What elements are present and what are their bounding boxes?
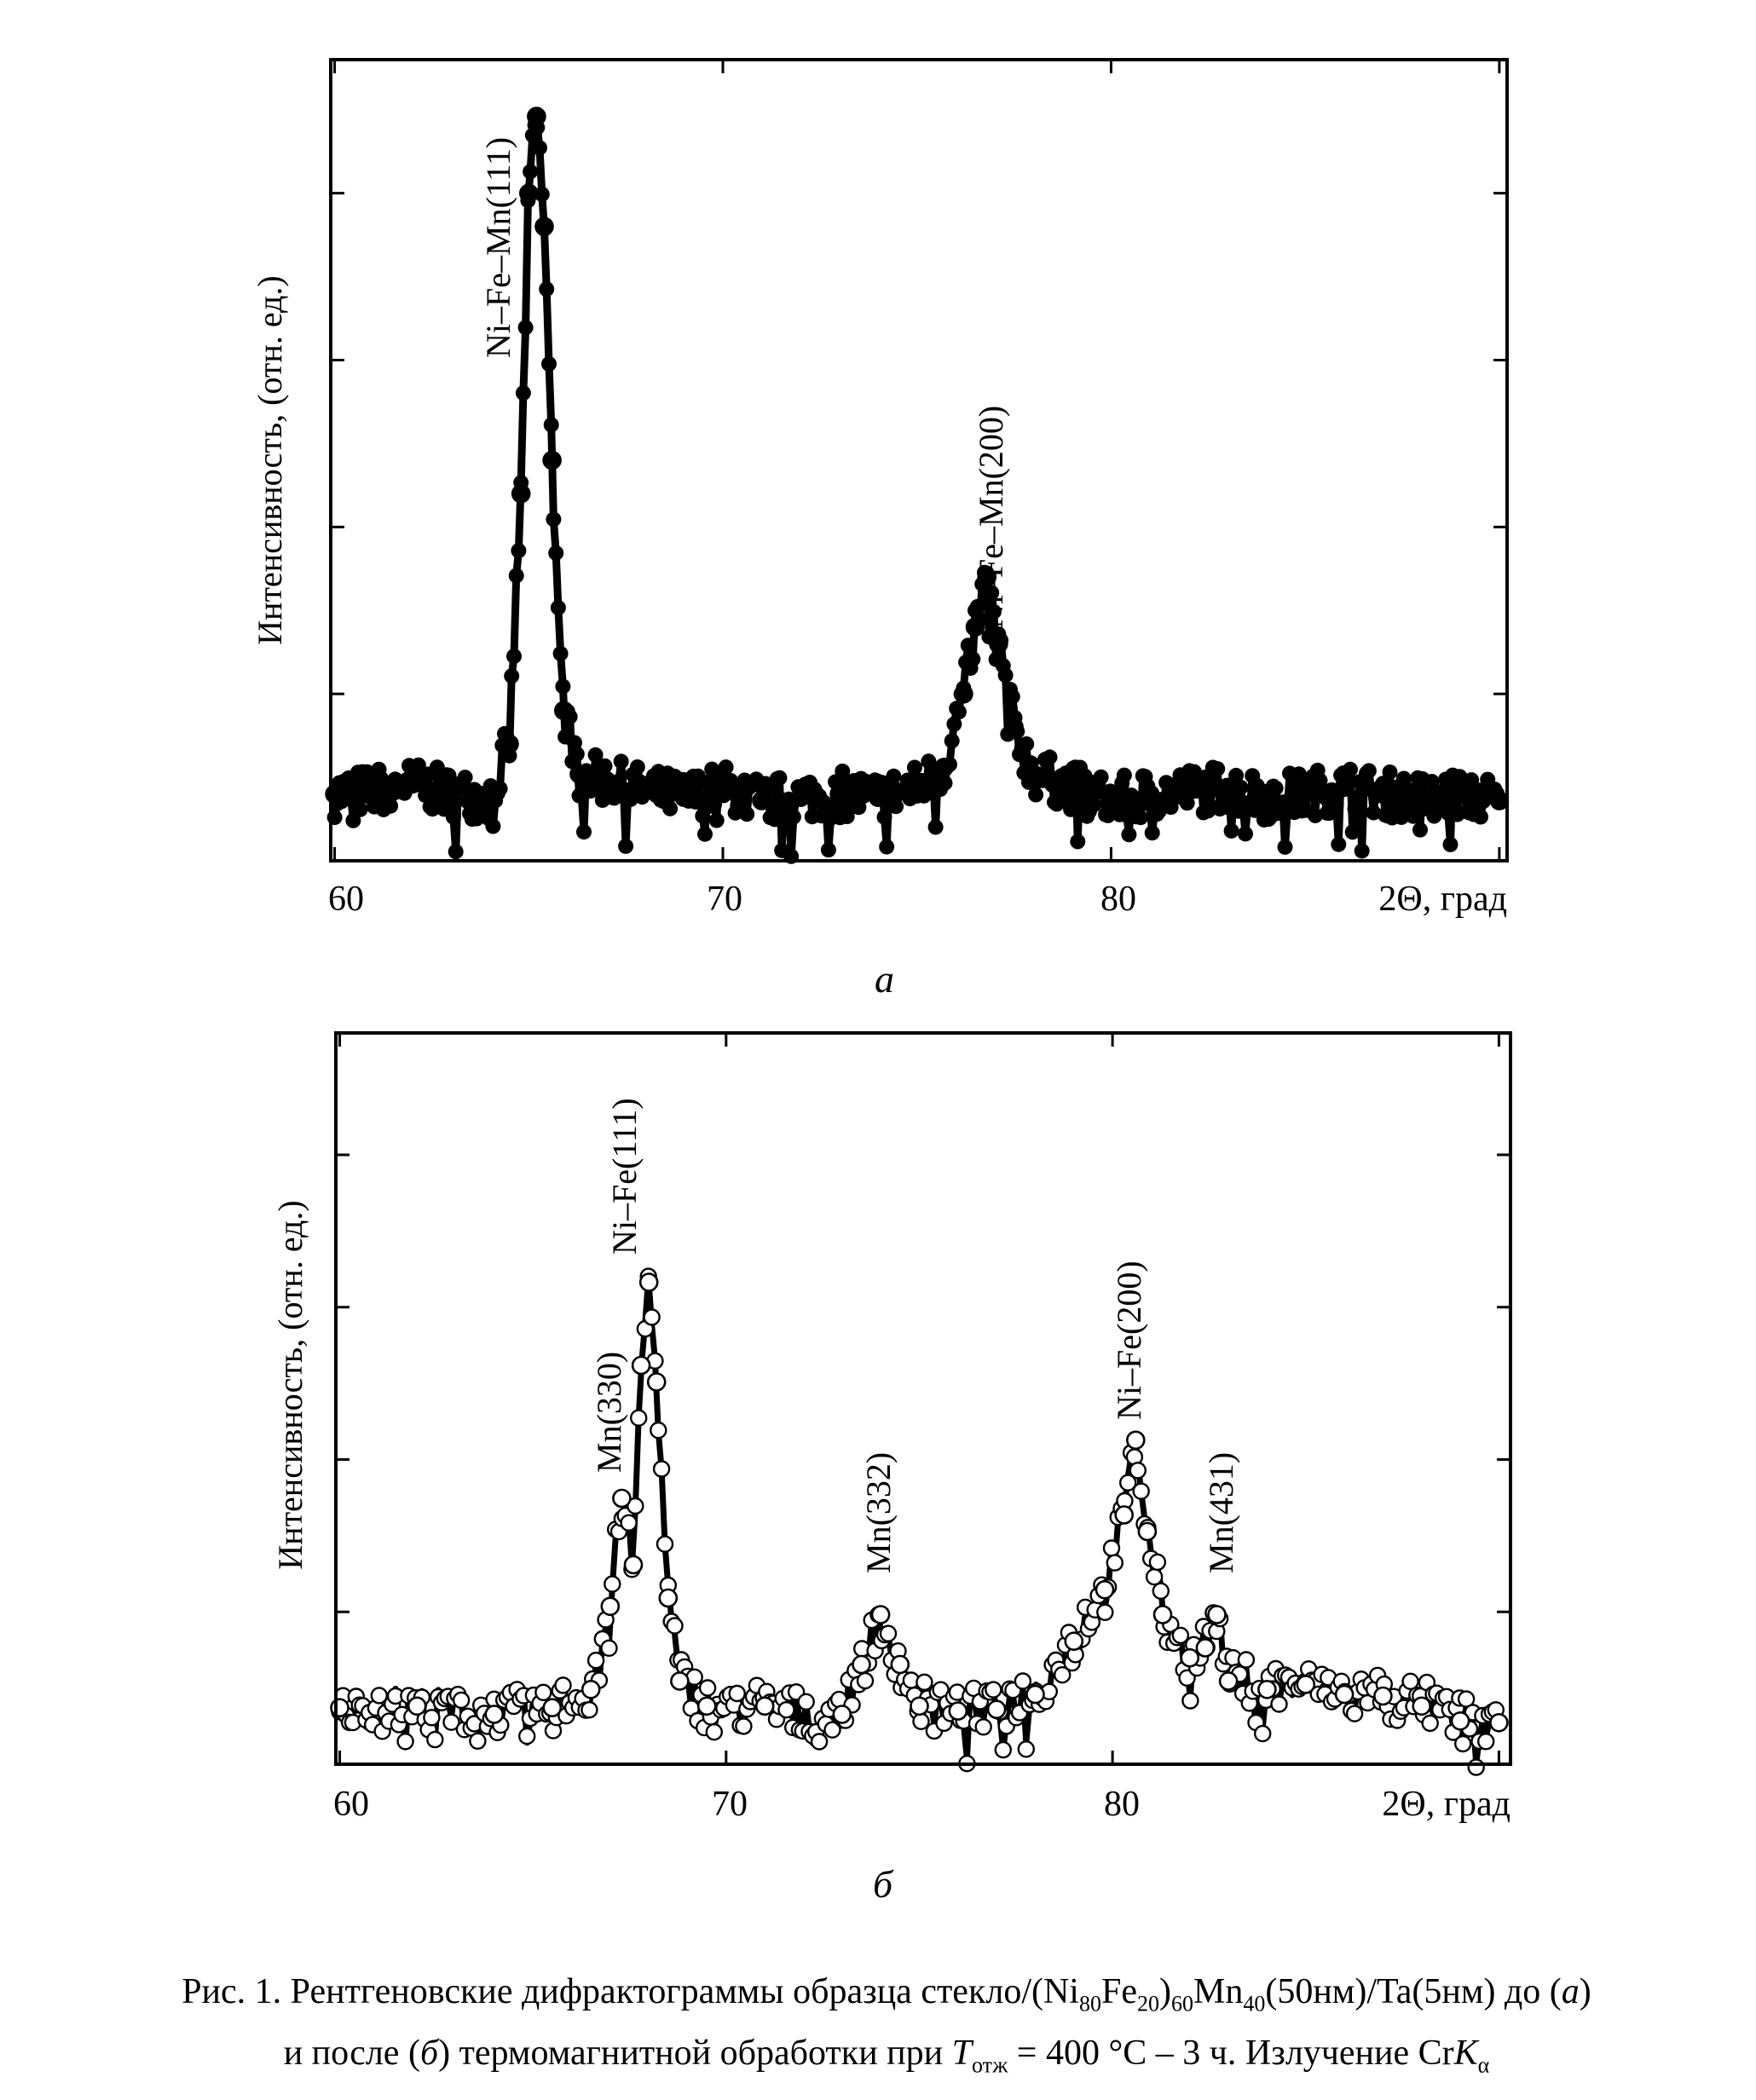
data-point <box>1347 1706 1362 1722</box>
data-point <box>1331 837 1346 852</box>
data-point-key <box>598 772 615 789</box>
data-point <box>1147 1569 1162 1584</box>
data-point <box>518 320 534 335</box>
data-point <box>1345 824 1360 839</box>
data-point <box>1086 797 1101 812</box>
data-point <box>858 1673 873 1688</box>
data-point-key <box>501 736 518 753</box>
data-point-key <box>571 765 588 782</box>
data-point <box>736 1718 751 1734</box>
data-point-key <box>1452 1712 1469 1729</box>
data-point <box>509 568 524 583</box>
data-point <box>1117 768 1132 783</box>
chart-a-xtick-70: 70 <box>707 880 742 919</box>
data-point <box>581 1702 597 1717</box>
data-point <box>453 1693 469 1708</box>
data-point-key <box>1452 786 1469 803</box>
data-point <box>1107 1555 1123 1571</box>
chart-a <box>0 0 1756 980</box>
data-point-key <box>756 1698 773 1715</box>
data-point <box>553 646 569 661</box>
data-point-key <box>676 789 693 806</box>
data-point <box>667 1618 683 1634</box>
data-point <box>1412 822 1428 838</box>
data-point-key <box>1258 1681 1275 1698</box>
data-point <box>519 1728 534 1744</box>
data-point <box>812 1734 827 1750</box>
data-point-key <box>1297 1676 1314 1693</box>
data-point-key <box>633 1357 650 1374</box>
data-point <box>539 281 554 297</box>
data-point <box>427 1732 442 1747</box>
chart-a-annotation-ni-fe-mn-111: Ni–Fe–Mn(111) <box>479 136 517 358</box>
data-point <box>1070 834 1085 849</box>
data-point <box>700 1681 715 1696</box>
data-point <box>1469 1760 1484 1775</box>
data-point-key <box>625 1556 642 1573</box>
data-point-key <box>936 759 953 776</box>
data-point <box>631 1411 646 1426</box>
chart-a-annotation-ni-fe-mn-200: Ni–Fe–Mn(200) <box>972 405 1010 629</box>
data-point-key <box>950 1703 967 1720</box>
data-point <box>1343 762 1358 777</box>
data-point-key <box>365 782 382 799</box>
data-point-key <box>1181 782 1198 799</box>
data-point <box>976 1719 991 1734</box>
data-point-key <box>1336 1686 1353 1703</box>
data-point <box>697 827 713 842</box>
data-point <box>630 759 645 775</box>
data-point-key <box>512 485 529 502</box>
data-point <box>985 1682 1001 1698</box>
chart-b-xtick-70: 70 <box>712 1785 748 1824</box>
chart-b-sublabel: б <box>873 1862 893 1906</box>
data-point <box>886 769 901 784</box>
chart-b-frame <box>336 1033 1511 1764</box>
chart-b-tick-marks <box>336 1033 1511 1764</box>
data-point-key <box>1220 1673 1237 1690</box>
data-point <box>618 839 633 854</box>
data-point-key <box>853 1656 870 1673</box>
data-point <box>1097 1605 1112 1620</box>
chart-b-x-unit-label: 2Θ, град <box>1382 1785 1511 1824</box>
chart-a-x-unit-label: 2Θ, град <box>1378 880 1507 919</box>
data-point-key <box>831 786 848 803</box>
data-point <box>1423 1716 1438 1731</box>
data-point <box>546 511 561 527</box>
data-point-key <box>990 635 1007 652</box>
data-point <box>614 753 629 769</box>
data-point-key <box>555 702 572 719</box>
data-point-key <box>640 1274 657 1291</box>
data-point <box>1455 1736 1470 1751</box>
data-point-key <box>1258 789 1275 806</box>
data-point-key <box>1025 765 1042 782</box>
data-point-key <box>1181 1649 1199 1666</box>
data-point <box>446 810 461 825</box>
figure-caption <box>51 1967 1722 2091</box>
data-point <box>1473 810 1488 825</box>
chart-b-annotation-mn-332: Mn(332) <box>859 1451 898 1573</box>
data-point-key <box>1066 1633 1083 1650</box>
data-point <box>709 813 725 828</box>
chart-a-xtick-60: 60 <box>328 880 364 919</box>
data-point <box>1133 810 1148 825</box>
caption-line-1: Рис. 1. Рентгеновские дифрактограммы образца стекло/$(Ni_{80}Fe_{20})_{60}Mn_{40}(50нм)/Ta(5нм)$ до (а) <box>182 1972 1591 2016</box>
data-point <box>1134 1484 1149 1499</box>
data-point-key <box>909 779 926 796</box>
data-point <box>914 1714 929 1729</box>
data-point-key <box>834 1706 851 1723</box>
data-point-key <box>1027 1686 1044 1703</box>
data-point <box>588 1653 604 1668</box>
data-point-key <box>1491 793 1508 810</box>
data-point <box>1153 1584 1169 1599</box>
data-point-key <box>1127 1432 1144 1449</box>
data-point-key <box>1209 1607 1226 1624</box>
data-point-key <box>326 786 344 803</box>
data-point <box>821 842 836 857</box>
data-point-key <box>1139 1523 1156 1540</box>
data-point-key <box>602 1598 619 1615</box>
data-point-key <box>536 218 553 235</box>
data-point <box>548 545 563 561</box>
data-point <box>1104 1541 1119 1556</box>
data-point <box>569 747 585 762</box>
chart-a-sublabel: а <box>875 957 894 1001</box>
data-point <box>541 356 557 372</box>
data-point-key <box>648 1374 665 1391</box>
data-point-key <box>404 776 421 793</box>
data-point <box>786 810 801 825</box>
data-point <box>424 1710 439 1725</box>
data-point <box>604 1577 620 1592</box>
data-point <box>1015 1674 1031 1689</box>
data-point-key <box>1374 786 1391 803</box>
data-point <box>961 638 976 653</box>
data-point-key <box>582 1681 599 1698</box>
chart-b-annotation-mn-330: Mn(330) <box>590 1351 628 1473</box>
data-point-key <box>892 1656 909 1673</box>
data-point <box>504 668 519 684</box>
data-point <box>996 1742 1011 1757</box>
data-point <box>523 164 538 179</box>
data-point <box>1121 827 1136 842</box>
data-point-key <box>1413 1698 1430 1715</box>
data-point <box>555 678 570 694</box>
data-point <box>1383 764 1398 780</box>
data-point <box>448 844 464 859</box>
chart-b-ylabel: Интенсивность, (отн. ед.) <box>271 1200 309 1570</box>
data-point-key <box>486 1706 503 1723</box>
data-point <box>1361 763 1377 778</box>
data-point <box>544 418 559 433</box>
data-point <box>662 801 678 816</box>
data-point-key <box>544 1699 561 1716</box>
data-point-key <box>528 108 545 125</box>
data-point <box>1329 796 1344 811</box>
data-point-key <box>1096 1581 1113 1598</box>
data-point-key <box>1141 786 1158 803</box>
caption-line-2: и после (б) термомагнитной обработки при $T_{отж} = 400$ °C – 3 ч. Излучение CrK$_\alpha$ <box>283 2034 1490 2078</box>
data-point <box>644 1310 660 1325</box>
data-point-key <box>544 452 561 469</box>
data-point <box>1210 761 1225 776</box>
data-point-key <box>872 1607 889 1624</box>
chart-b-xtick-60: 60 <box>333 1785 369 1824</box>
data-point-key <box>792 789 809 806</box>
data-point <box>654 1462 669 1477</box>
data-point <box>1019 1741 1034 1757</box>
data-point <box>877 810 892 825</box>
data-point <box>1150 1555 1165 1570</box>
data-point <box>602 1641 617 1656</box>
data-point <box>1182 1693 1198 1709</box>
data-point <box>511 543 526 558</box>
data-point-key <box>1102 793 1119 810</box>
data-point <box>1238 826 1253 841</box>
data-point-key <box>754 793 771 810</box>
data-point-key <box>1116 1507 1133 1524</box>
data-point <box>1019 736 1034 752</box>
data-point <box>1094 770 1109 785</box>
data-point <box>739 806 754 822</box>
chart-b-xtick-80: 80 <box>1104 1785 1140 1824</box>
data-point-key <box>408 1698 425 1715</box>
data-point <box>1028 788 1043 803</box>
data-point-key <box>1006 718 1023 736</box>
data-point-key <box>613 1490 630 1507</box>
data-point <box>916 1675 932 1690</box>
chart-b-annotation-mn-431: Mn(431) <box>1202 1451 1240 1573</box>
data-point <box>398 1734 413 1749</box>
data-point-key <box>520 185 537 202</box>
data-point <box>470 1734 485 1749</box>
data-point-key <box>442 786 459 803</box>
data-point <box>1272 1697 1287 1712</box>
chart-a-ylabel: Интенсивность, (отн. ед.) <box>251 275 289 645</box>
data-point <box>458 770 473 785</box>
chart-b-data <box>332 1269 1508 1775</box>
data-point <box>650 1422 666 1438</box>
data-point <box>707 1724 722 1739</box>
data-point-key <box>1336 779 1353 796</box>
data-point-key <box>660 1589 677 1607</box>
data-point <box>1255 1726 1270 1741</box>
data-point-key <box>988 1701 1005 1718</box>
data-point <box>621 1515 637 1531</box>
data-point-key <box>1413 789 1430 806</box>
data-point-key <box>911 1698 928 1715</box>
data-point-key <box>671 1673 688 1690</box>
data-point-key <box>1219 779 1236 796</box>
data-point <box>551 600 566 615</box>
data-point <box>1224 823 1239 839</box>
data-point <box>965 651 980 666</box>
data-point <box>556 1677 571 1693</box>
chart-a-xtick-80: 80 <box>1100 880 1136 919</box>
data-point <box>951 704 967 719</box>
data-point <box>772 770 788 786</box>
data-point <box>799 1694 814 1710</box>
data-point <box>928 820 944 835</box>
data-point <box>485 819 500 834</box>
data-point-key <box>482 789 499 806</box>
data-point-key <box>955 685 972 702</box>
data-point <box>944 733 960 748</box>
data-point <box>1239 1653 1254 1668</box>
data-point <box>576 824 592 839</box>
data-point <box>1355 843 1370 858</box>
data-point-key <box>1490 1714 1507 1731</box>
data-point <box>719 759 734 775</box>
data-point <box>1278 839 1293 855</box>
data-point <box>1349 804 1365 819</box>
data-point <box>353 802 368 817</box>
chart-b <box>0 1014 1756 1875</box>
data-point <box>907 760 922 776</box>
data-point <box>516 385 531 401</box>
chart-b-annotation-ni-fe-111: Ni–Fe(111) <box>605 1098 644 1255</box>
data-point <box>1043 749 1058 764</box>
chart-b-annotation-ni-fe-200: Ni–Fe(200) <box>1110 1261 1148 1420</box>
data-point <box>657 1537 673 1552</box>
data-point-key <box>1297 786 1314 803</box>
data-point <box>998 667 1014 683</box>
data-point-key <box>714 779 731 796</box>
data-point <box>535 1685 551 1700</box>
data-point-key <box>637 782 654 799</box>
data-point <box>938 776 953 791</box>
data-point <box>879 839 894 855</box>
data-point-key <box>332 1699 349 1716</box>
data-point-key <box>1064 779 1081 796</box>
data-point <box>1130 1462 1146 1478</box>
data-point-key <box>1197 1640 1214 1657</box>
data-point-key <box>698 1698 715 1715</box>
data-point <box>1443 837 1459 852</box>
data-point <box>779 1702 794 1717</box>
data-point <box>1145 825 1160 840</box>
data-point <box>1005 689 1020 704</box>
data-point <box>1478 1734 1493 1749</box>
data-point <box>881 1626 896 1641</box>
data-point <box>532 140 547 155</box>
data-point-key <box>1374 1688 1391 1705</box>
data-point <box>506 649 522 664</box>
data-point-key <box>869 789 887 806</box>
data-point-key <box>1154 1607 1171 1624</box>
